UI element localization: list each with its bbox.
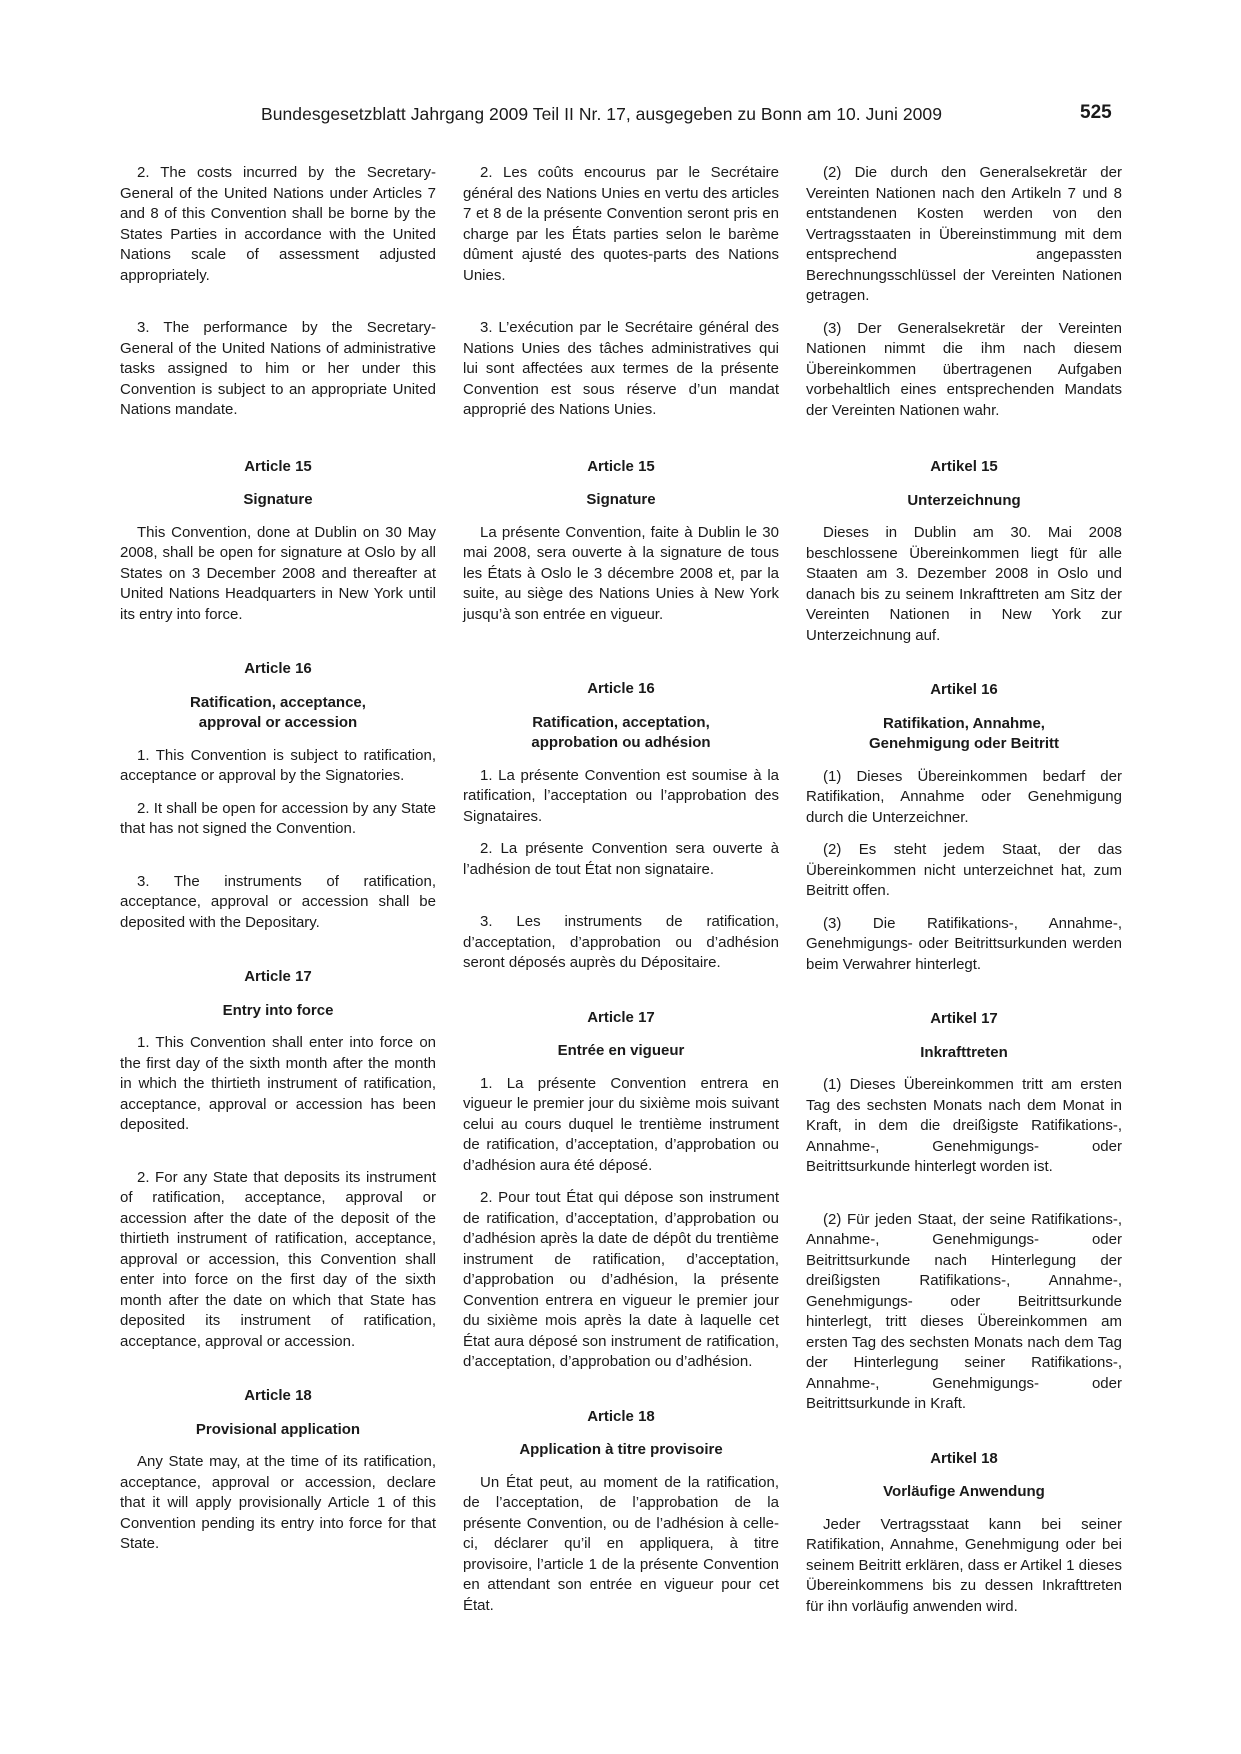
- article-18-title: Provisional application: [195, 1420, 361, 1438]
- article-17-title: Entrée en vigueur: [557, 1042, 685, 1059]
- article-15-paragraph: Dieses in Dublin am 30. Mai 2008 beschlossene Übereinkommen liegt für alle Staaten am 3. Dezember 2008 in Oslo und danach bis zu seinem Inkrafttreten am Sitz der Vereinten Nationen in New York zur Unterzeichnung auf.: [806, 524, 1122, 644]
- article-15-heading: Artikel 15: [930, 458, 998, 475]
- article-16-title-line-1: Ratification, acceptation,: [532, 713, 710, 731]
- article-18-paragraph: Jeder Vertragsstaat kann bei seiner Ratifikation, Annahme, Genehmigung oder bei seinem Beitritt erklären, dass er Artikel 1 dieses Übereinkommens bis zu dessen Inkrafttreten für ihn vorläufig anwenden wird.: [806, 1515, 1122, 1615]
- article-16-paragraph-3: 3. The instruments of ratification, acceptance, approval or accession shall be deposited with the Depositary.: [120, 872, 436, 931]
- article-18-title: Vorläufige Anwendung: [883, 1483, 1045, 1500]
- article-17-heading: Artikel 17: [930, 1010, 998, 1027]
- article-17-paragraph-2: 2. For any State that deposits its instrument of ratification, acceptance, approval or accession after the date of the deposit of the thirtieth instrument of ratification, acceptance, approval or accession, this Convention shall enter into force on the first day of the sixth month after the date on which that State has deposited its instrument of ratification, acceptance, approval or accession.: [120, 1168, 436, 1350]
- page-number: 525: [1080, 102, 1112, 123]
- article-18-title: Application à titre provisoire: [519, 1441, 723, 1458]
- article-16-paragraph-1: (1) Dieses Übereinkommen bedarf der Ratifikation, Annahme oder Genehmigung durch die Unterzeichner.: [806, 767, 1122, 826]
- article-16-heading: Article 16: [244, 660, 312, 677]
- article-15-title: Signature: [243, 491, 313, 508]
- article-15-title: Unterzeichnung: [907, 491, 1021, 509]
- article-14-paragraph-3: 3. The performance by the Secretary-General of the United Nations of administrative tasks assigned to him or her under this Convention is subject to an appropriate United Nations mandate.: [120, 319, 436, 418]
- article-16-title-line-1: Ratifikation, Annahme,: [883, 714, 1045, 732]
- article-17-title: Inkrafttreten: [920, 1043, 1008, 1061]
- article-15-title: Signature: [586, 491, 656, 508]
- article-18-heading: Article 18: [244, 1387, 312, 1404]
- article-17-heading: Article 17: [587, 1008, 655, 1026]
- article-15-paragraph: La présente Convention, faite à Dublin le 30 mai 2008, sera ouverte à la signature de tous les États à Oslo le 3 décembre 2008 et, par la suite, au siège des Nations Unies à New York jusqu’à son entrée en vigueur.: [463, 523, 779, 623]
- article-14-paragraph-2: (2) Die durch den Generalsekretär der Vereinten Nationen nach den Artikeln 7 und 8 entstandenen Kosten werden von den Vertragsstaaten in Übereinstimmung mit dem entsprechend angepassten Berechnungsschlüssel der Vereinten Nationen getragen.: [806, 164, 1122, 304]
- article-14-paragraph-2: 2. Les coûts encourus par le Secrétaire général des Nations Unies en vertu des articles 7 et 8 de la présente Convention seront pris en charge par les États parties selon le barème dûment ajusté des quotes-parts des Nations Unies.: [463, 164, 779, 284]
- article-14-paragraph-3: (3) Der Generalsekretär der Vereinten Nationen nimmt die ihm nach diesem Übereinkommen übertragenen Aufgaben vorbehaltlich eines entsprechenden Mandats der Vereinten Nationen wahr.: [806, 319, 1122, 419]
- page-header: [0, 104, 1241, 130]
- article-18-paragraph: Any State may, at the time of its ratification, acceptance, approval or accession, declare that it will apply provisionally Article 1 of this Convention pending its entry into force for that State.: [120, 1453, 436, 1552]
- article-18-heading: Article 18: [587, 1407, 655, 1425]
- article-16-paragraph-1: 1. La présente Convention est soumise à la ratification, l’acceptation ou l’approbation des Signataires.: [463, 766, 779, 825]
- article-16-heading: Artikel 16: [930, 681, 998, 698]
- article-17-heading: Article 17: [244, 968, 312, 985]
- article-16-title-line-2: Genehmigung oder Beitritt: [868, 735, 1059, 752]
- article-17-paragraph-1: 1. La présente Convention entrera en vigueur le premier jour du sixième mois suivant celui au cours duquel le trentième instrument de ratification, d’acceptation, d’approbation ou d’adhésion aura été déposé.: [463, 1074, 779, 1174]
- article-16-paragraph-2: 2. La présente Convention sera ouverte à l’adhésion de tout État non signataire.: [463, 840, 779, 878]
- article-16-paragraph-1: 1. This Convention is subject to ratification, acceptance or approval by the Signatories.: [120, 746, 436, 784]
- article-15-heading: Article 15: [244, 457, 312, 475]
- column-english: [120, 163, 436, 1555]
- article-17-title: Entry into force: [222, 1001, 334, 1019]
- article-16-title-line-1: Ratification, acceptance,: [190, 693, 366, 711]
- article-17-paragraph-1: 1. This Convention shall enter into force on the first day of the sixth month after the month in which the thirtieth instrument of ratification, acceptance, approval or accession has been deposited.: [120, 1034, 436, 1133]
- column-german: [806, 163, 1122, 1617]
- article-18-heading: Artikel 18: [930, 1449, 998, 1467]
- column-french: [463, 163, 779, 1616]
- article-17-paragraph-2: 2. Pour tout État qui dépose son instrument de ratification, d’acceptation, d’approbation ou d’adhésion après la date de dépôt du trentième instrument de ratification, d’acceptation, d’approbation ou d’adhésion, la présente Convention entrera en vigueur le premier jour du sixième mois après la date à laquelle cet État aura déposé son instrument de ratification, d’acceptation, d’approbation ou d’adhésion.: [463, 1189, 779, 1370]
- article-16-paragraph-3: (3) Die Ratifikations-, Annahme-, Genehmigungs- oder Beitrittsurkunden werden beim Verwahrer hinterlegt.: [806, 914, 1122, 973]
- article-15-paragraph: This Convention, done at Dublin on 30 May 2008, shall be open for signature at Oslo by all States on 3 December 2008 and thereafter at United Nations Headquarters in New York until its entry into force.: [120, 523, 436, 623]
- article-17-paragraph-1: (1) Dieses Übereinkommen tritt am ersten Tag des sechsten Monats nach dem Monat in Kraft, in dem die dreißigste Ratifikations-, Annahme-, Genehmigungs- oder Beitrittsurkunde hinterlegt worden ist.: [806, 1076, 1122, 1175]
- article-17-paragraph-2: (2) Für jeden Staat, der seine Ratifikations-, Annahme-, Genehmigungs- oder Beitrittsurkunde nach Hinterlegung der dreißigsten Ratifikations-, Annahme-, Genehmigungs- oder Beitrittsurkunde hinterlegt, tritt dieses Übereinkommen am ersten Tag des sechsten Monats nach dem Tag der Hinterlegung seiner Ratifikations-, Annahme-, Genehmigungs- oder Beitrittsurkunde in Kraft.: [806, 1210, 1122, 1412]
- article-16-title-line-2: approbation ou adhésion: [531, 734, 711, 751]
- article-14-paragraph-2: 2. The costs incurred by the Secretary-General of the United Nations under Articles 7 and 8 of this Convention shall be borne by the States Parties in accordance with the United Nations scale of assessment adjusted appropriately.: [120, 164, 436, 284]
- article-16-paragraph-3: 3. Les instruments de ratification, d’acceptation, d’approbation ou d’adhésion seront déposés auprès du Dépositaire.: [463, 913, 779, 971]
- article-16-title-line-2: approval or accession: [198, 714, 358, 731]
- article-16-heading: Article 16: [587, 680, 655, 697]
- article-16-paragraph-2: 2. It shall be open for accession by any State that has not signed the Convention.: [120, 799, 436, 837]
- article-18-paragraph: Un État peut, au moment de la ratification, de l’acceptation, de l’approbation de la présente Convention, ou de l’adhésion à celle-ci, déclarer qu’il en appliquera, à titre provisoire, l’article 1 de la présente Convention en attendant son entrée en vigueur pour cet État.: [463, 1473, 779, 1614]
- article-16-paragraph-2: (2) Es steht jedem Staat, der das Übereinkommen nicht unterzeichnet hat, zum Beitritt offen.: [806, 841, 1122, 899]
- header-title: Bundesgesetzblatt Jahrgang 2009 Teil II Nr. 17, ausgegeben zu Bonn am 10. Juni 2009: [261, 104, 942, 124]
- article-15-heading: Article 15: [587, 457, 655, 475]
- article-14-paragraph-3: 3. L’exécution par le Secrétaire général des Nations Unies des tâches administratives qui lui sont affectées aux termes de la présente Convention est sous réserve d’un mandat approprié des Nations Unies.: [463, 319, 779, 418]
